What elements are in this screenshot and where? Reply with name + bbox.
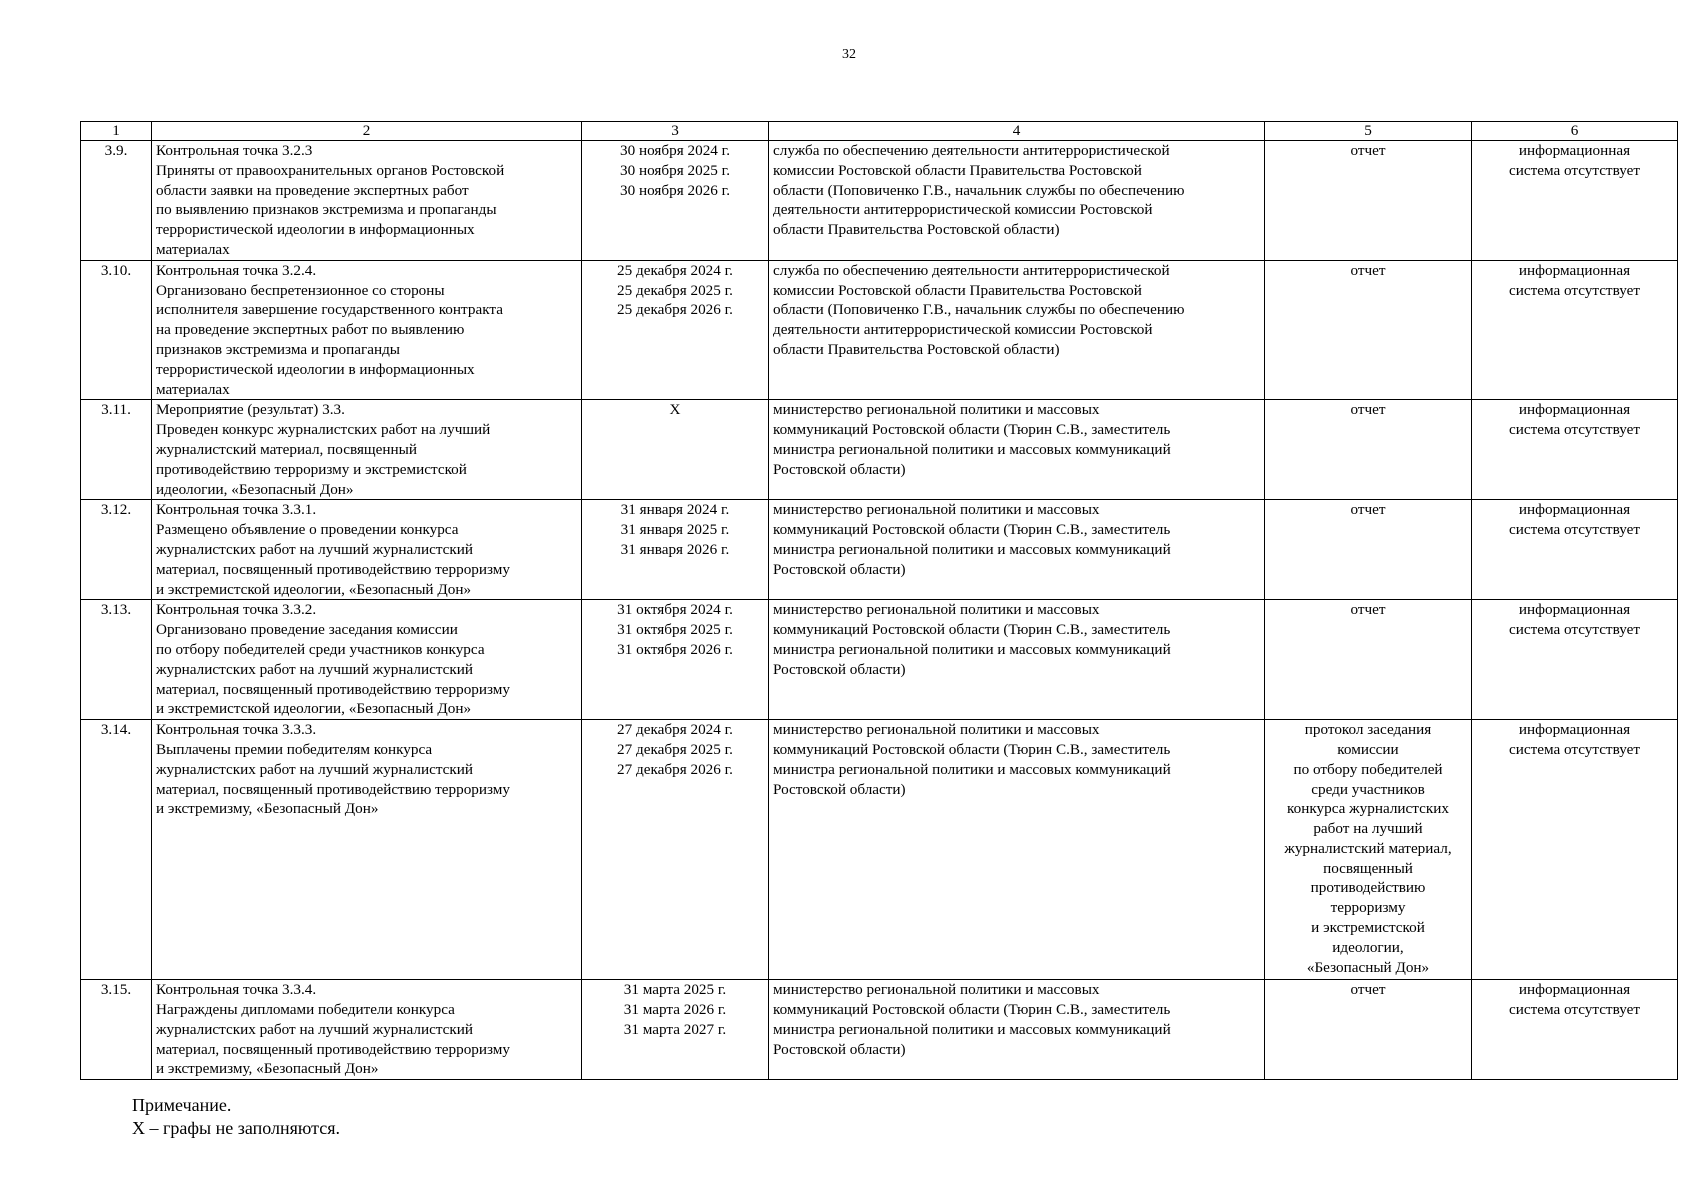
cell-line: журналистских работ на лучший журналистский xyxy=(156,540,474,558)
cell-line: 31 января 2025 г. xyxy=(620,521,730,539)
cell-line: области Правительства Ростовской области) xyxy=(773,221,1060,239)
cell-line: 31 октября 2026 г. xyxy=(617,640,733,658)
cell-line: министра региональной политики и массовых коммуникаций xyxy=(773,640,1171,658)
cell-line: коммуникаций Ростовской области (Тюрин С.В., заместитель xyxy=(773,740,1171,758)
cell-line: конкурса журналистских xyxy=(1287,800,1449,818)
row-description xyxy=(152,260,582,400)
cell-line: система отсутствует xyxy=(1508,621,1640,639)
cell-line: комиссии Ростовской области Правительства Ростовской xyxy=(773,281,1142,299)
cell-line: министерство региональной политики и массовых xyxy=(773,501,1100,519)
row-number: 3.9. xyxy=(81,141,152,261)
cell-line: и экстремизму, «Безопасный Дон» xyxy=(156,800,379,818)
row-description xyxy=(152,141,582,261)
row-responsible xyxy=(769,141,1265,261)
cell-line: отчет xyxy=(1350,142,1386,159)
row-number: 3.10. xyxy=(81,260,152,400)
row-responsible xyxy=(769,500,1265,600)
cell-line: и экстремистской xyxy=(1311,919,1425,937)
cell-line: отчет xyxy=(1350,501,1386,519)
note-title: Примечание. xyxy=(132,1095,232,1115)
cell-line: идеологии, xyxy=(1332,938,1404,956)
cell-line: по отбору победителей среди участников конкурса xyxy=(156,640,485,658)
cell-line: комиссии Ростовской области Правительства Ростовской xyxy=(773,161,1142,179)
cell-line: журналистских работ на лучший журналистский xyxy=(156,760,474,778)
row-document xyxy=(1265,500,1472,600)
cell-line: система отсутствует xyxy=(1508,740,1640,758)
row-info-system xyxy=(1472,141,1678,261)
table-row xyxy=(81,980,1678,1080)
row-description xyxy=(152,720,582,980)
cell-line: Ростовской области) xyxy=(773,1040,906,1058)
column-header: 3 xyxy=(582,122,769,141)
cell-line: Ростовской области) xyxy=(773,560,906,578)
cell-line: 31 октября 2025 г. xyxy=(617,621,733,639)
cell-line: журналистский материал, xyxy=(1284,839,1452,857)
cell-line: министерство региональной политики и массовых xyxy=(773,401,1100,419)
cell-line: работ на лучший xyxy=(1313,820,1423,838)
row-dates xyxy=(582,260,769,400)
cell-line: посвященный xyxy=(1323,859,1413,877)
cell-line: и экстремистской идеологии, «Безопасный Дон» xyxy=(156,700,472,718)
table-body xyxy=(81,141,1678,1080)
cell-line: Х xyxy=(669,401,681,419)
cell-line: Ростовской области) xyxy=(773,460,906,478)
cell-line: информационная xyxy=(1518,261,1631,279)
cell-line: Контрольная точка 3.3.1. xyxy=(156,501,317,519)
row-info-system xyxy=(1472,400,1678,500)
cell-line: министерство региональной политики и массовых xyxy=(773,601,1100,619)
cell-line: Размещено объявление о проведении конкурса xyxy=(156,521,459,539)
row-responsible xyxy=(769,260,1265,400)
cell-line: 25 декабря 2025 г. xyxy=(617,281,733,299)
cell-line: служба по обеспечению деятельности антитеррористической xyxy=(773,261,1170,279)
cell-line: журналистский материал, посвященный xyxy=(156,440,417,458)
column-header: 2 xyxy=(152,122,582,141)
cell-line: Контрольная точка 3.3.3. xyxy=(156,721,317,739)
cell-line: Мероприятие (результат) 3.3. xyxy=(156,401,345,419)
row-info-system xyxy=(1472,980,1678,1080)
cell-line: террористической идеологии в информационных xyxy=(156,360,475,378)
cell-line: деятельности антитеррористической комиссии Ростовской xyxy=(773,201,1153,219)
cell-line: противодействию терроризму и экстремистской xyxy=(156,460,467,478)
cell-line: 30 ноября 2024 г. xyxy=(620,142,730,159)
cell-line: система отсутствует xyxy=(1508,421,1640,439)
cell-line: на проведение экспертных работ по выявлению xyxy=(156,321,465,339)
row-number: 3.11. xyxy=(81,400,152,500)
cell-line: отчет xyxy=(1350,401,1386,419)
cell-line: 31 марта 2025 г. xyxy=(623,981,727,999)
cell-line: 27 декабря 2024 г. xyxy=(617,721,733,739)
row-number: 3.12. xyxy=(81,500,152,600)
cell-line: Выплачены премии победителям конкурса xyxy=(156,740,433,758)
row-description xyxy=(152,500,582,600)
cell-line: материал, посвященный противодействию терроризму xyxy=(156,560,511,578)
cell-line: Контрольная точка 3.3.2. xyxy=(156,601,317,619)
cell-line: журналистских работ на лучший журналистский xyxy=(156,1020,474,1038)
cell-line: Контрольная точка 3.3.4. xyxy=(156,981,317,999)
cell-line: области заявки на проведение экспертных работ xyxy=(156,181,469,199)
table-header-row xyxy=(81,122,1678,141)
row-info-system xyxy=(1472,600,1678,720)
cell-line: идеологии, «Безопасный Дон» xyxy=(156,480,354,498)
cell-line: Организовано проведение заседания комиссии xyxy=(156,621,458,639)
cell-line: 25 декабря 2024 г. xyxy=(617,261,733,279)
note xyxy=(132,1094,340,1140)
cell-line: признаков экстремизма и пропаганды xyxy=(156,340,401,358)
cell-line: министра региональной политики и массовых коммуникаций xyxy=(773,440,1171,458)
cell-line: 30 ноября 2025 г. xyxy=(620,161,730,179)
cell-line: противодействию xyxy=(1310,879,1426,897)
cell-line: коммуникаций Ростовской области (Тюрин С.В., заместитель xyxy=(773,421,1171,439)
row-dates xyxy=(582,400,769,500)
cell-line: 31 января 2026 г. xyxy=(620,540,730,558)
cell-line: система отсутствует xyxy=(1508,521,1640,539)
cell-line: материал, посвященный противодействию терроризму xyxy=(156,680,511,698)
table-row xyxy=(81,600,1678,720)
cell-line: отчет xyxy=(1350,261,1386,279)
table-row xyxy=(81,141,1678,261)
cell-line: коммуникаций Ростовской области (Тюрин С.В., заместитель xyxy=(773,521,1171,539)
cell-line: журналистских работ на лучший журналистский xyxy=(156,660,474,678)
cell-line: Ростовской области) xyxy=(773,660,906,678)
row-document xyxy=(1265,260,1472,400)
cell-line: министерство региональной политики и массовых xyxy=(773,721,1100,739)
row-document xyxy=(1265,400,1472,500)
cell-line: и экстремизму, «Безопасный Дон» xyxy=(156,1060,379,1078)
column-header: 6 xyxy=(1472,122,1678,141)
column-header: 1 xyxy=(81,122,152,141)
row-info-system xyxy=(1472,260,1678,400)
cell-line: Проведен конкурс журналистских работ на лучший xyxy=(156,421,491,439)
cell-line: Контрольная точка 3.2.3 xyxy=(156,142,313,159)
cell-line: отчет xyxy=(1350,601,1386,619)
cell-line: 25 декабря 2026 г. xyxy=(617,301,733,319)
row-document xyxy=(1265,600,1472,720)
cell-line: области (Поповиченко Г.В., начальник службы по обеспечению xyxy=(773,301,1185,319)
cell-line: министра региональной политики и массовых коммуникаций xyxy=(773,760,1171,778)
cell-line: информационная xyxy=(1518,981,1631,999)
cell-line: по выявлению признаков экстремизма и пропаганды xyxy=(156,201,497,219)
cell-line: Контрольная точка 3.2.4. xyxy=(156,261,317,279)
row-dates xyxy=(582,141,769,261)
row-dates xyxy=(582,500,769,600)
row-responsible xyxy=(769,720,1265,980)
cell-line: отчет xyxy=(1350,981,1386,999)
cell-line: по отбору победителей xyxy=(1293,760,1443,778)
row-info-system xyxy=(1472,500,1678,600)
cell-line: Награждены дипломами победители конкурса xyxy=(156,1000,455,1018)
row-dates xyxy=(582,600,769,720)
cell-line: материал, посвященный противодействию терроризму xyxy=(156,1040,511,1058)
cell-line: информационная xyxy=(1518,401,1631,419)
table-row xyxy=(81,720,1678,980)
row-info-system xyxy=(1472,720,1678,980)
cell-line: 31 октября 2024 г. xyxy=(617,601,733,619)
row-document xyxy=(1265,141,1472,261)
cell-line: Приняты от правоохранительных органов Ростовской xyxy=(156,161,505,179)
cell-line: комиссии xyxy=(1337,740,1399,758)
cell-line: материалах xyxy=(156,380,230,398)
cell-line: министерство региональной политики и массовых xyxy=(773,981,1100,999)
cell-line: протокол заседания xyxy=(1304,721,1432,739)
cell-line: коммуникаций Ростовской области (Тюрин С.В., заместитель xyxy=(773,1000,1171,1018)
cell-line: система отсутствует xyxy=(1508,1000,1640,1018)
cell-line: информационная xyxy=(1518,501,1631,519)
row-description xyxy=(152,400,582,500)
cell-line: материал, посвященный противодействию терроризму xyxy=(156,780,511,798)
cell-line: 31 марта 2026 г. xyxy=(623,1000,727,1018)
cell-line: 27 декабря 2025 г. xyxy=(617,740,733,758)
cell-line: Ростовской области) xyxy=(773,780,906,798)
cell-line: области (Поповиченко Г.В., начальник службы по обеспечению xyxy=(773,181,1185,199)
cell-line: информационная xyxy=(1518,601,1631,619)
table-row xyxy=(81,500,1678,600)
cell-line: «Безопасный Дон» xyxy=(1306,958,1430,976)
row-number: 3.13. xyxy=(81,600,152,720)
cell-line: министра региональной политики и массовых коммуникаций xyxy=(773,1020,1171,1038)
cell-line: служба по обеспечению деятельности антитеррористической xyxy=(773,142,1170,159)
cell-line: Организовано беспретензионное со стороны xyxy=(156,281,445,299)
cell-line: терроризму xyxy=(1330,899,1406,917)
cell-line: и экстремистской идеологии, «Безопасный Дон» xyxy=(156,580,472,598)
page-number: 32 xyxy=(842,47,856,62)
column-header: 4 xyxy=(769,122,1265,141)
cell-line: информационная xyxy=(1518,721,1631,739)
table-row xyxy=(81,400,1678,500)
row-description xyxy=(152,980,582,1080)
cell-line: исполнителя завершение государственного контракта xyxy=(156,301,503,319)
cell-line: 31 марта 2027 г. xyxy=(623,1020,727,1038)
cell-line: деятельности антитеррористической комиссии Ростовской xyxy=(773,321,1153,339)
row-number: 3.14. xyxy=(81,720,152,980)
row-document xyxy=(1265,720,1472,980)
activities-table xyxy=(80,121,1678,1080)
row-dates xyxy=(582,720,769,980)
row-responsible xyxy=(769,400,1265,500)
cell-line: система отсутствует xyxy=(1508,161,1640,179)
row-number: 3.15. xyxy=(81,980,152,1080)
row-responsible xyxy=(769,980,1265,1080)
cell-line: 31 января 2024 г. xyxy=(620,501,730,519)
table-row xyxy=(81,260,1678,400)
cell-line: 30 ноября 2026 г. xyxy=(620,181,730,199)
cell-line: министра региональной политики и массовых коммуникаций xyxy=(773,540,1171,558)
row-dates xyxy=(582,980,769,1080)
note-text: Х – графы не заполняются. xyxy=(132,1118,340,1138)
column-header: 5 xyxy=(1265,122,1472,141)
cell-line: система отсутствует xyxy=(1508,281,1640,299)
cell-line: террористической идеологии в информационных xyxy=(156,221,475,239)
cell-line: коммуникаций Ростовской области (Тюрин С.В., заместитель xyxy=(773,621,1171,639)
cell-line: 27 декабря 2026 г. xyxy=(617,760,733,778)
cell-line: материалах xyxy=(156,240,230,258)
row-document xyxy=(1265,980,1472,1080)
row-description xyxy=(152,600,582,720)
row-responsible xyxy=(769,600,1265,720)
cell-line: информационная xyxy=(1518,142,1631,159)
cell-line: области Правительства Ростовской области) xyxy=(773,340,1060,358)
cell-line: среди участников xyxy=(1311,780,1425,798)
